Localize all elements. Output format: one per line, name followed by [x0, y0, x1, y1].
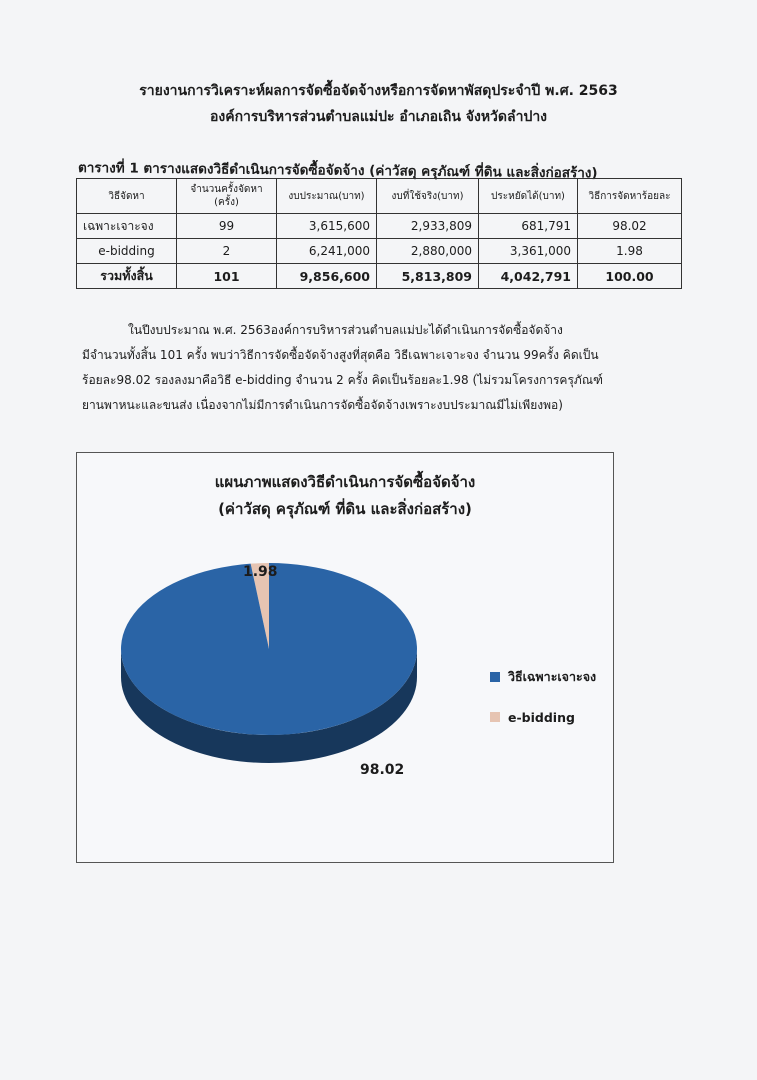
procurement-table [76, 178, 682, 289]
pie-chart [77, 453, 613, 862]
paragraph-line: ในปีงบประมาณ พ.ศ. 2563องค์การบริหารส่วนตำบลแม่ปะได้ดำเนินการจัดซื้อจัดจ้าง [128, 323, 563, 337]
pie-chart-box [76, 452, 614, 863]
cell-percent: 1.98 [578, 239, 682, 264]
cell-method: e-bidding [77, 239, 177, 264]
paragraph-line: มีจำนวนทั้งสิ้น 101 ครั้ง พบว่าวิธีการจัดซื้อจัดจ้างสูงที่สุดคือ วิธีเฉพาะเจาะจง จำนวน 99ครั้ง คิดเป็น [82, 348, 599, 362]
header-budget: งบประมาณ(บาท) [277, 179, 377, 214]
table-row [77, 214, 682, 239]
paragraph-line: ร้อยละ98.02 รองลงมาคือวิธี e-bidding จำนวน 2 ครั้ง คิดเป็นร้อยละ1.98 (ไม่รวมโครงการครุภัณฑ์ [82, 373, 603, 387]
report-title-line-2: องค์การบริหารส่วนตำบลแม่ปะ อำเภอเถิน จังหวัดลำปาง [209, 109, 548, 125]
paragraph-line: ยานพาหนะและขนส่ง เนื่องจากไม่มีการดำเนินการจัดซื้อจัดจ้างเพราะงบประมาณมีไม่เพียงพอ) [82, 398, 563, 412]
legend-swatch [490, 712, 500, 722]
legend-label: e-bidding [508, 709, 575, 725]
header-percent: วิธีการจัดหาร้อยละ [578, 179, 682, 214]
legend-item [490, 667, 596, 687]
legend-swatch [490, 672, 500, 682]
cell-saved: 681,791 [479, 214, 578, 239]
cell-percent: 98.02 [578, 214, 682, 239]
total-budget: 9,856,600 [277, 264, 377, 289]
header-saved: ประหยัดได้(บาท) [479, 179, 578, 214]
chart-title: แผนภาพแสดงวิธีดำเนินการจัดซื้อจัดจ้าง [214, 473, 476, 491]
header-count: จำนวนครั้งจัดหา (ครั้ง) [177, 179, 277, 214]
table-total-row [77, 264, 682, 289]
table-caption: ตารางที่ 1 ตารางแสดงวิธีดำเนินการจัดซื้อจัดจ้าง (ค่าวัสดุ ครุภัณฑ์ ที่ดิน และสิ่งก่อสร้าง) [77, 160, 598, 182]
cell-actual: 2,933,809 [377, 214, 479, 239]
cell-count: 99 [177, 214, 277, 239]
data-label-slice-2: 1.98 [243, 564, 278, 580]
header-actual: งบที่ใช้จริง(บาท) [377, 179, 479, 214]
cell-count: 2 [177, 239, 277, 264]
data-label-slice-1: 98.02 [360, 762, 405, 778]
summary-paragraph [82, 318, 692, 418]
report-title-line-1: รายงานการวิเคราะห์ผลการจัดซื้อจัดจ้างหรือการจัดหาพัสดุประจำปี พ.ศ. 2563 [139, 83, 618, 99]
total-percent: 100.00 [578, 264, 682, 289]
legend-item [490, 707, 596, 727]
total-saved: 4,042,791 [479, 264, 578, 289]
chart-subtitle: (ค่าวัสดุ ครุภัณฑ์ ที่ดิน และสิ่งก่อสร้าง) [218, 500, 472, 518]
pie-slice-1 [121, 563, 417, 735]
total-label: รวมทั้งสิ้น [77, 264, 177, 289]
total-count: 101 [177, 264, 277, 289]
total-actual: 5,813,809 [377, 264, 479, 289]
cell-saved: 3,361,000 [479, 239, 578, 264]
chart-legend [490, 667, 596, 747]
cell-actual: 2,880,000 [377, 239, 479, 264]
cell-method: เฉพาะเจาะจง [77, 214, 177, 239]
cell-budget: 3,615,600 [277, 214, 377, 239]
legend-label: วิธีเฉพาะเจาะจง [508, 669, 597, 684]
table-header-row [77, 179, 682, 214]
cell-budget: 6,241,000 [277, 239, 377, 264]
table-row [77, 239, 682, 264]
header-method: วิธีจัดหา [77, 179, 177, 214]
